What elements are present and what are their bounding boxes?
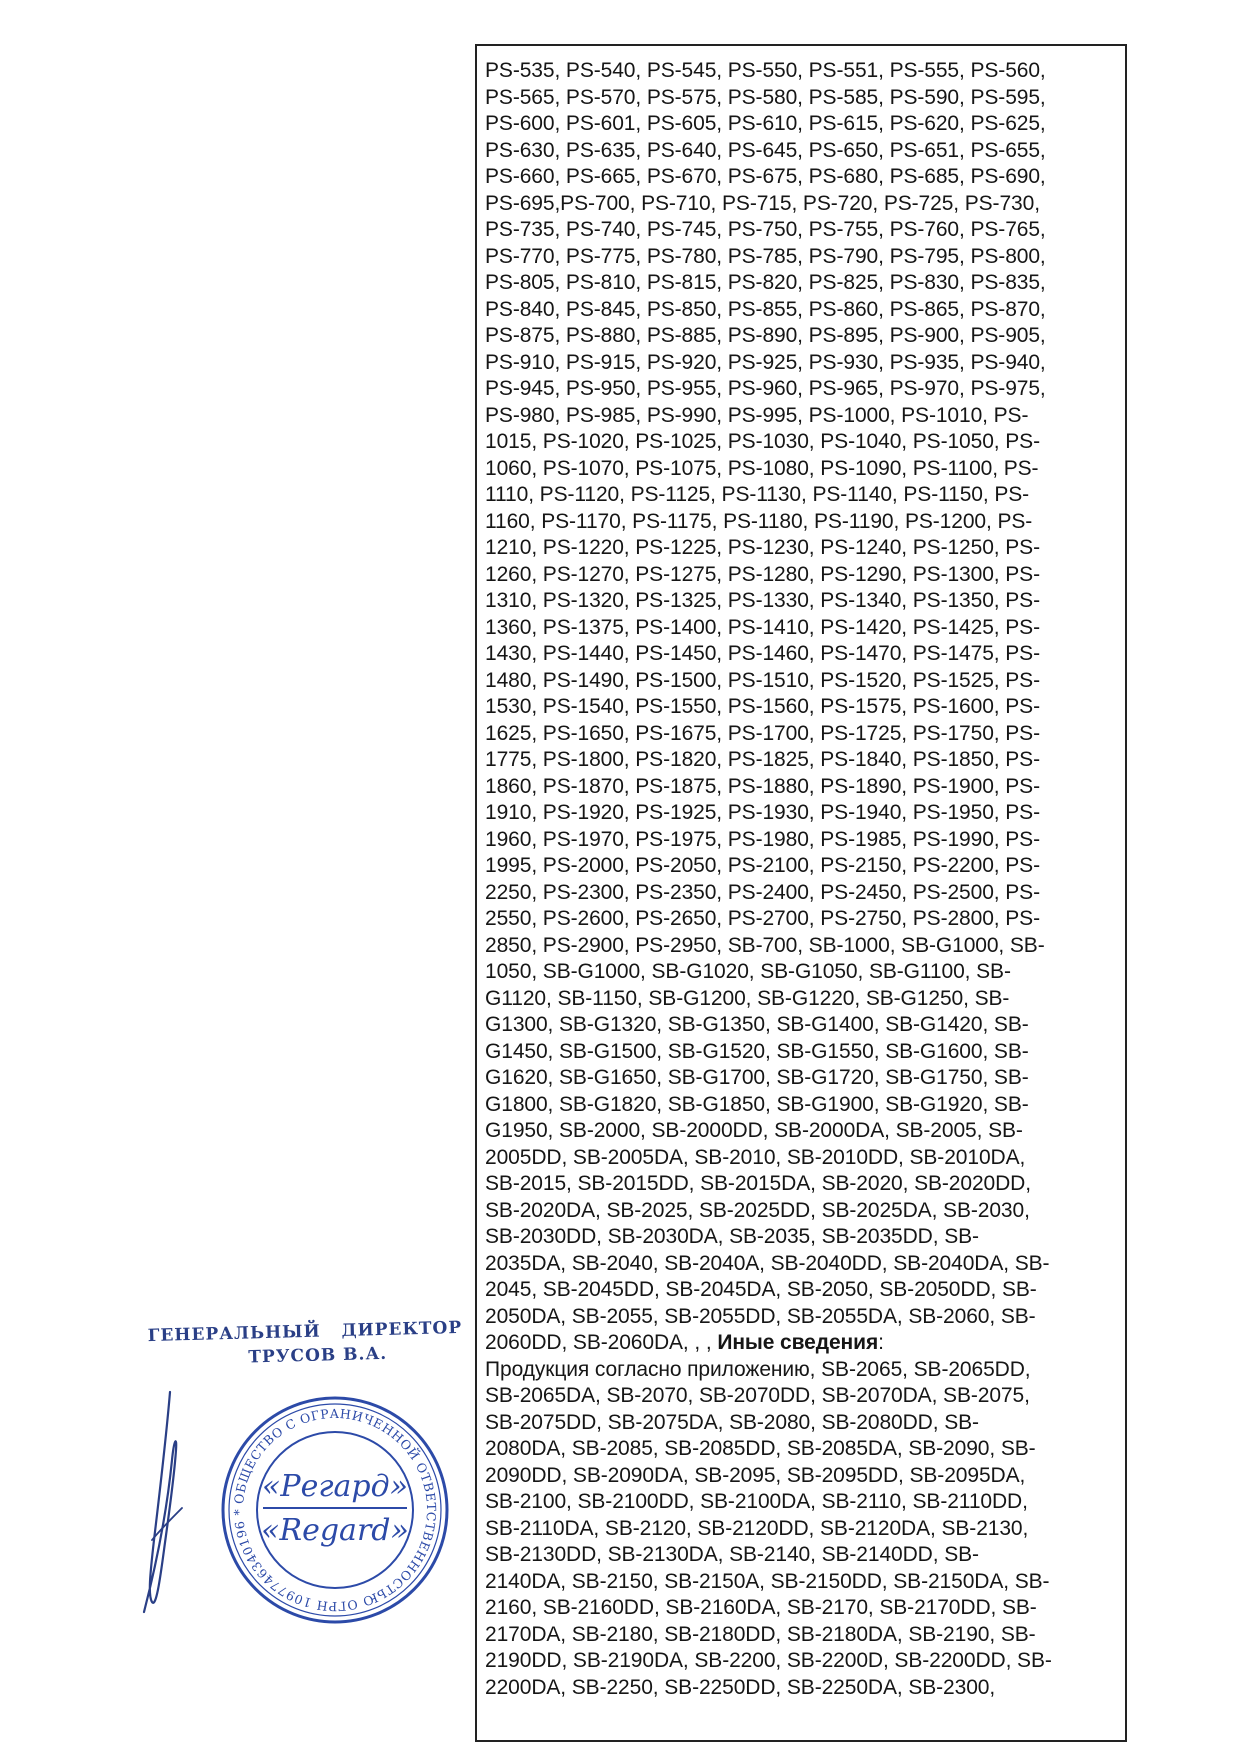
text-line: 1625, PS-1650, PS-1675, PS-1700, PS-1725, PS-1750, PS- <box>485 721 1040 745</box>
text-line: 2035DA, SB-2040, SB-2040A, SB-2040DD, SB-2040DA, SB- <box>485 1251 1050 1275</box>
text-line: 2005DD, SB-2005DA, SB-2010, SB-2010DD, SB-2010DA, <box>485 1145 1026 1169</box>
text-line: 2050DA, SB-2055, SB-2055DD, SB-2055DA, SB-2060, SB- <box>485 1304 1036 1328</box>
product-list <box>485 58 1121 1701</box>
text-line: SB-2015, SB-2015DD, SB-2015DA, SB-2020, SB-2020DD, <box>485 1172 1031 1195</box>
text-line: 1910, PS-1920, PS-1925, PS-1930, PS-1940, PS-1950, PS- <box>485 801 1040 824</box>
text-line: SB-2065DA, SB-2070, SB-2070DD, SB-2070DA, SB-2075, <box>485 1384 1030 1407</box>
text-line: 1160, PS-1170, PS-1175, PS-1180, PS-1190, PS-1200, PS- <box>485 509 1033 533</box>
text-line: G1300, SB-G1320, SB-G1350, SB-G1400, SB-G1420, SB- <box>485 1013 1029 1036</box>
text-line: 1015, PS-1020, PS-1025, PS-1030, PS-1040, PS-1050, PS- <box>485 430 1040 453</box>
stamp-name-ru: «Регард» <box>262 1469 408 1504</box>
signatory-title: ГЕНЕРАЛЬНЫЙ ДИРЕКТОР <box>147 1317 463 1347</box>
text-segment: 2060DD, SB-2060DA, , , <box>485 1331 718 1354</box>
text-line: 2160, SB-2160DD, SB-2160DA, SB-2170, SB-2170DD, SB- <box>485 1596 1037 1619</box>
text-line: 1060, PS-1070, PS-1075, PS-1080, PS-1090, PS-1100, PS- <box>485 456 1039 480</box>
text-line: 1050, SB-G1000, SB-G1020, SB-G1050, SB-G1100, SB- <box>485 960 1011 983</box>
text-line: PS-840, PS-845, PS-850, PS-855, PS-860, PS-865, PS-870, <box>485 297 1046 321</box>
text-line: 1775, PS-1800, PS-1820, PS-1825, PS-1840, PS-1850, PS- <box>485 748 1040 771</box>
text-line: 2140DA, SB-2150, SB-2150A, SB-2150DD, SB-2150DA, SB- <box>485 1569 1050 1593</box>
text-line: 2090DD, SB-2090DA, SB-2095, SB-2095DD, SB-2095DA, <box>485 1463 1026 1487</box>
text-line: PS-600, PS-601, PS-605, PS-610, PS-615, PS-620, PS-625, <box>485 112 1046 135</box>
text-line: 1960, PS-1970, PS-1975, PS-1980, PS-1985, PS-1990, PS- <box>485 827 1040 851</box>
content-box <box>475 44 1127 1742</box>
text-line: 2550, PS-2600, PS-2650, PS-2700, PS-2750, PS-2800, PS- <box>485 907 1040 930</box>
text-line: PS-875, PS-880, PS-885, PS-890, PS-895, PS-900, PS-905, <box>485 324 1046 347</box>
text-line: PS-735, PS-740, PS-745, PS-750, PS-755, PS-760, PS-765, <box>485 218 1046 241</box>
text-line: 1260, PS-1270, PS-1275, PS-1280, PS-1290, PS-1300, PS- <box>485 562 1040 586</box>
text-line: 2170DA, SB-2180, SB-2180DD, SB-2180DA, SB-2190, SB- <box>485 1622 1036 1646</box>
text-line: Продукция согласно приложению, SB-2065, SB-2065DD, <box>485 1357 1031 1381</box>
stamp-name-en: «Regard» <box>261 1513 409 1548</box>
text-line: PS-980, PS-985, PS-990, PS-995, PS-1000, PS-1010, PS- <box>485 403 1029 427</box>
text-line: 1995, PS-2000, PS-2050, PS-2100, PS-2150, PS-2200, PS- <box>485 854 1040 877</box>
text-line: SB-2075DD, SB-2075DA, SB-2080, SB-2080DD, SB- <box>485 1410 979 1434</box>
text-segment: : <box>878 1331 884 1354</box>
text-line: SB-2020DA, SB-2025, SB-2025DD, SB-2025DA, SB-2030, <box>485 1198 1030 1222</box>
handwritten-signature <box>130 1380 210 1620</box>
text-line: 1210, PS-1220, PS-1225, PS-1230, PS-1240, PS-1250, PS- <box>485 536 1040 559</box>
text-line: SB-2030DD, SB-2030DA, SB-2035, SB-2035DD, SB- <box>485 1225 979 1248</box>
text-line: G1620, SB-G1650, SB-G1700, SB-G1720, SB-G1750, SB- <box>485 1066 1029 1089</box>
text-line: SB-2130DD, SB-2130DA, SB-2140, SB-2140DD, SB- <box>485 1543 979 1566</box>
text-line: 2080DA, SB-2085, SB-2085DD, SB-2085DA, SB-2090, SB- <box>485 1437 1036 1460</box>
text-line: 2850, PS-2900, PS-2950, SB-700, SB-1000, SB-G1000, SB- <box>485 933 1045 957</box>
text-line: 2250, PS-2300, PS-2350, PS-2400, PS-2450, PS-2500, PS- <box>485 880 1040 904</box>
text-line: 2045, SB-2045DD, SB-2045DA, SB-2050, SB-2050DD, SB- <box>485 1278 1037 1301</box>
text-line: SB-2110DA, SB-2120, SB-2120DD, SB-2120DA, SB-2130, <box>485 1516 1029 1540</box>
text-line: PS-660, PS-665, PS-670, PS-675, PS-680, PS-685, PS-690, <box>485 165 1046 188</box>
text-line: PS-565, PS-570, PS-575, PS-580, PS-585, PS-590, PS-595, <box>485 85 1046 109</box>
signatory-block <box>147 1318 463 1370</box>
signatory-name: ТРУСОВ В.А. <box>248 1343 388 1368</box>
text-line: PS-535, PS-540, PS-545, PS-550, PS-551, PS-555, PS-560, <box>485 59 1046 82</box>
text-line: G1450, SB-G1500, SB-G1520, SB-G1550, SB-G1600, SB- <box>485 1039 1029 1063</box>
text-line: 1360, PS-1375, PS-1400, PS-1410, PS-1420, PS-1425, PS- <box>485 615 1040 639</box>
text-line: 2200DA, SB-2250, SB-2250DD, SB-2250DA, SB-2300, <box>485 1675 996 1699</box>
text-line: 1480, PS-1490, PS-1500, PS-1510, PS-1520, PS-1525, PS- <box>485 668 1040 692</box>
text-line: 1110, PS-1120, PS-1125, PS-1130, PS-1140, PS-1150, PS- <box>485 483 1030 506</box>
text-line: 2190DD, SB-2190DA, SB-2200, SB-2200D, SB-2200DD, SB- <box>485 1649 1052 1672</box>
company-stamp <box>215 1390 455 1630</box>
text-line: 1310, PS-1320, PS-1325, PS-1330, PS-1340, PS-1350, PS- <box>485 589 1040 612</box>
text-line <box>485 1330 1121 1357</box>
text-line: PS-695,PS-700, PS-710, PS-715, PS-720, PS-725, PS-730, <box>485 191 1040 215</box>
text-line: 1530, PS-1540, PS-1550, PS-1560, PS-1575, PS-1600, PS- <box>485 695 1040 718</box>
text-line: G1800, SB-G1820, SB-G1850, SB-G1900, SB-G1920, SB- <box>485 1092 1029 1116</box>
stamp-ring-text: ОБЩЕСТВО С ОГРАНИЧЕННОЙ ОТВЕТСТВЕННОСТЬЮ ОГРН 1097746340196 * <box>230 1405 440 1615</box>
text-line: G1950, SB-2000, SB-2000DD, SB-2000DA, SB-2005, SB- <box>485 1119 1023 1142</box>
text-line: PS-805, PS-810, PS-815, PS-820, PS-825, PS-830, PS-835, <box>485 271 1046 294</box>
section-heading: Иные сведения <box>717 1331 879 1354</box>
text-line: PS-945, PS-950, PS-955, PS-960, PS-965, PS-970, PS-975, <box>485 377 1046 400</box>
text-line: 1430, PS-1440, PS-1450, PS-1460, PS-1470, PS-1475, PS- <box>485 642 1040 665</box>
text-line: PS-910, PS-915, PS-920, PS-925, PS-930, PS-935, PS-940, <box>485 350 1046 374</box>
text-line: PS-630, PS-635, PS-640, PS-645, PS-650, PS-651, PS-655, <box>485 138 1046 162</box>
text-line: 1860, PS-1870, PS-1875, PS-1880, PS-1890, PS-1900, PS- <box>485 774 1040 798</box>
text-line: PS-770, PS-775, PS-780, PS-785, PS-790, PS-795, PS-800, <box>485 244 1046 268</box>
text-line: SB-2100, SB-2100DD, SB-2100DA, SB-2110, SB-2110DD, <box>485 1490 1028 1513</box>
text-line: G1120, SB-1150, SB-G1200, SB-G1220, SB-G1250, SB- <box>485 986 1010 1010</box>
